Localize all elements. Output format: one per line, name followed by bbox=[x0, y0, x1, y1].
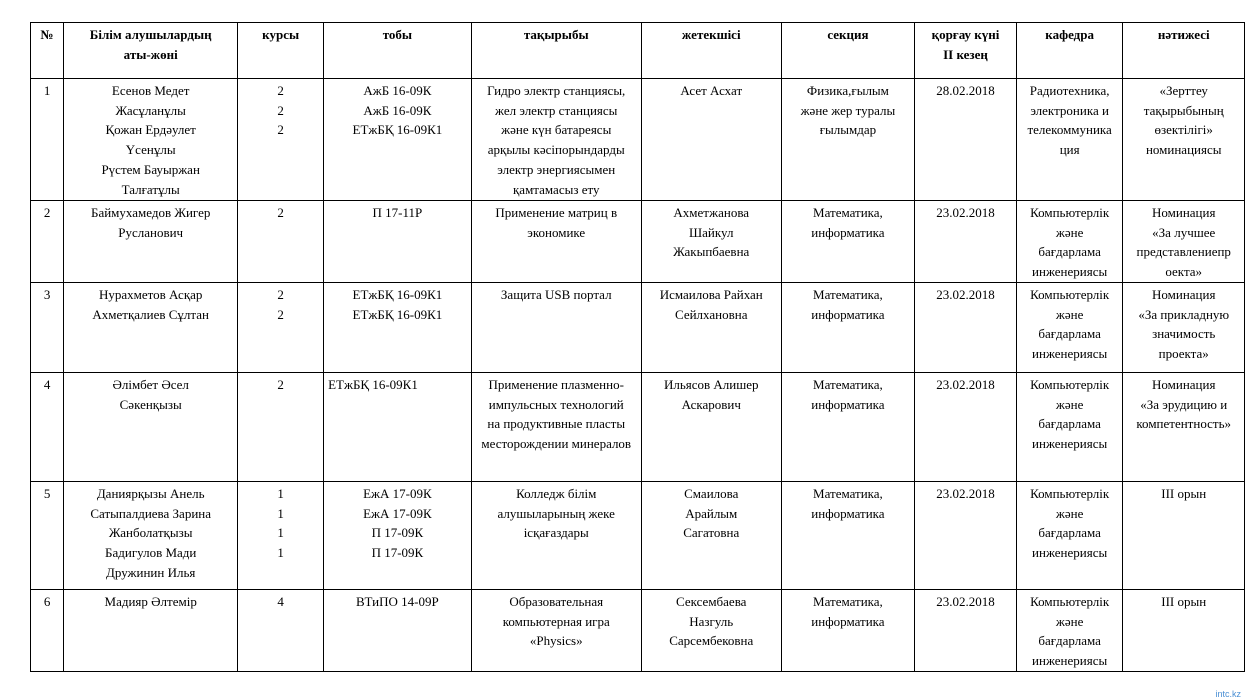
cell-department-line: инженериясы bbox=[1032, 264, 1108, 280]
cell-department bbox=[1016, 372, 1123, 481]
cell-defense-date bbox=[915, 481, 1017, 589]
cell-student-names-line: Даниярқызы Анель bbox=[96, 485, 205, 501]
cell-defense-date-value: 23.02.2018 bbox=[936, 286, 995, 302]
cell-result bbox=[1123, 481, 1245, 589]
cell-topic-line: Применение плазменно- bbox=[488, 376, 624, 392]
cell-student-names-line: Әлімбет Әсел bbox=[112, 376, 189, 392]
cell-student-names-line: Дружинин Илья bbox=[106, 564, 196, 580]
cell-course-line: 4 bbox=[277, 593, 284, 609]
cell-result-line: «Зерттеу bbox=[1159, 83, 1208, 98]
cell-result bbox=[1123, 79, 1245, 201]
cell-course-line: 1 bbox=[277, 505, 284, 521]
cell-course bbox=[238, 589, 324, 671]
cell-group-line: АжБ 16-09К bbox=[363, 102, 432, 118]
cell-department-line: және bbox=[1055, 613, 1084, 629]
cell-course-line: 2 bbox=[277, 102, 284, 118]
watermark: intc.kz bbox=[1215, 689, 1241, 699]
cell-result-line: проекта» bbox=[1158, 345, 1209, 361]
cell-group-line: ЕТжБҚ 16-09К1 bbox=[352, 286, 443, 302]
cell-course bbox=[238, 282, 324, 372]
header-num: № bbox=[31, 23, 64, 79]
cell-group bbox=[324, 79, 472, 201]
cell-result-line: «За лучшее bbox=[1152, 224, 1216, 240]
cell-result-line: значимость bbox=[1152, 326, 1216, 342]
cell-topic-line: на продуктивные пласты bbox=[487, 416, 626, 432]
cell-supervisor-line: Ильясов Алишер bbox=[663, 376, 759, 392]
cell-supervisor bbox=[641, 201, 781, 283]
cell-department-line: бағдарлама bbox=[1038, 326, 1101, 342]
cell-supervisor-line: Сарсембековна bbox=[669, 633, 754, 649]
header-result: нәтижесі bbox=[1123, 23, 1245, 79]
cell-num-value: 3 bbox=[43, 286, 51, 302]
cell-topic-line: жел электр станциясы bbox=[495, 102, 618, 118]
cell-course-line: 2 bbox=[277, 83, 284, 98]
cell-topic-line: Применение матриц в bbox=[495, 205, 618, 220]
cell-supervisor bbox=[641, 372, 781, 481]
cell-student-names-line: Есенов Медет bbox=[111, 83, 190, 98]
cell-department-line: бағдарлама bbox=[1038, 633, 1101, 649]
cell-result-line: номинациясы bbox=[1145, 142, 1222, 158]
cell-student-names-line: Нурахметов Асқар bbox=[98, 286, 203, 302]
cell-topic-line: компьютерная игра bbox=[502, 613, 610, 629]
cell-supervisor-line: Сейлхановна bbox=[675, 306, 748, 322]
cell-topic-line: қамтамасыз ету bbox=[512, 181, 600, 197]
cell-num bbox=[31, 79, 64, 201]
cell-section-line: информатика bbox=[811, 306, 885, 322]
cell-supervisor-line: Асет Асхат bbox=[680, 83, 743, 98]
cell-course bbox=[238, 481, 324, 589]
cell-result-line: Номинация bbox=[1152, 205, 1216, 220]
cell-department-line: және bbox=[1055, 224, 1084, 240]
cell-group bbox=[324, 372, 472, 481]
cell-student-names-line: Сәкенқызы bbox=[119, 396, 182, 412]
cell-course-line: 2 bbox=[277, 306, 284, 322]
cell-course-line: 2 bbox=[277, 122, 284, 138]
header-group: тобы bbox=[324, 23, 472, 79]
cell-defense-date-value: 23.02.2018 bbox=[936, 593, 995, 609]
cell-result-line: компетентность» bbox=[1136, 416, 1232, 432]
cell-student-names-line: Бадигулов Мади bbox=[105, 544, 197, 560]
cell-group-line: АжБ 16-09К bbox=[363, 83, 432, 98]
cell-student-names bbox=[64, 372, 238, 481]
cell-department-line: Компьютерлік bbox=[1030, 376, 1110, 392]
cell-section-line: Математика, bbox=[813, 485, 883, 501]
cell-department-line: инженериясы bbox=[1032, 435, 1108, 451]
cell-supervisor-line: Ахметжанова bbox=[673, 205, 750, 220]
cell-student-names-line: Талғатұлы bbox=[121, 181, 180, 197]
cell-department-line: және bbox=[1055, 396, 1084, 412]
cell-section bbox=[781, 282, 914, 372]
cell-department bbox=[1016, 282, 1123, 372]
cell-group bbox=[324, 201, 472, 283]
cell-supervisor-line: Сагатовна bbox=[683, 525, 740, 541]
cell-supervisor-line: Шайкул bbox=[689, 224, 734, 240]
cell-department bbox=[1016, 79, 1123, 201]
cell-course-line: 1 bbox=[277, 525, 284, 541]
cell-topic-line: Образовательная bbox=[509, 593, 604, 609]
table-row bbox=[31, 282, 1245, 372]
cell-student-names bbox=[64, 282, 238, 372]
cell-department-line: бағдарлама bbox=[1038, 244, 1101, 260]
cell-department-line: Компьютерлік bbox=[1030, 205, 1110, 220]
cell-course-line: 2 bbox=[277, 286, 284, 302]
cell-department-line: инженериясы bbox=[1032, 544, 1108, 560]
cell-defense-date bbox=[915, 282, 1017, 372]
cell-group-line: ЕТжБҚ 16-09К1 bbox=[352, 122, 443, 138]
cell-num-value: 5 bbox=[43, 485, 51, 501]
table-row bbox=[31, 79, 1245, 201]
cell-supervisor-line: Арайлым bbox=[685, 505, 738, 521]
cell-department bbox=[1016, 201, 1123, 283]
cell-department-line: инженериясы bbox=[1032, 345, 1108, 361]
cell-student-names-line: Русланович bbox=[118, 224, 184, 240]
cell-group-line: ЕжА 17-09К bbox=[363, 505, 432, 521]
cell-topic-line: арқылы кәсіпорындарды bbox=[487, 142, 625, 158]
cell-num bbox=[31, 481, 64, 589]
cell-num-value: 4 bbox=[43, 376, 51, 392]
cell-section-line: және жер туралы bbox=[800, 102, 896, 118]
cell-department-line: инженериясы bbox=[1032, 652, 1108, 668]
cell-defense-date-value: 28.02.2018 bbox=[936, 83, 995, 98]
cell-course-line: 2 bbox=[277, 376, 284, 392]
cell-course-line: 1 bbox=[277, 544, 284, 560]
cell-department bbox=[1016, 589, 1123, 671]
table-row bbox=[31, 589, 1245, 671]
cell-department-line: Компьютерлік bbox=[1030, 485, 1110, 501]
cell-supervisor bbox=[641, 79, 781, 201]
cell-topic-line: экономике bbox=[527, 224, 586, 240]
cell-num bbox=[31, 589, 64, 671]
header-department: кафедра bbox=[1016, 23, 1123, 79]
cell-department-line: және bbox=[1055, 505, 1084, 521]
cell-section-line: информатика bbox=[811, 505, 885, 521]
cell-student-names-line: Мадияр Әлтемір bbox=[104, 593, 197, 609]
header-defense-date: қорғау күні ІІ кезең bbox=[915, 23, 1017, 79]
cell-group bbox=[324, 282, 472, 372]
cell-topic bbox=[471, 201, 641, 283]
cell-num-value: 2 bbox=[43, 205, 51, 220]
cell-department-line: электроника и bbox=[1030, 102, 1109, 118]
cell-section-line: ғылымдар bbox=[819, 122, 877, 138]
cell-department-line: Радиотехника, bbox=[1029, 83, 1110, 98]
cell-student-names bbox=[64, 79, 238, 201]
cell-result-line: представлениепр bbox=[1136, 244, 1231, 260]
cell-course-line: 2 bbox=[277, 205, 284, 220]
cell-result bbox=[1123, 372, 1245, 481]
cell-group bbox=[324, 481, 472, 589]
cell-group-line: ЕТжБҚ 16-09К1 bbox=[352, 306, 443, 322]
cell-result-line: «За эрудицию и bbox=[1140, 396, 1228, 412]
cell-num bbox=[31, 201, 64, 283]
cell-topic-line: ісқағаздары bbox=[523, 525, 589, 541]
cell-supervisor-line: Исмаилова Райхан bbox=[659, 286, 763, 302]
cell-defense-date bbox=[915, 372, 1017, 481]
cell-result-line: өзектілігі» bbox=[1154, 122, 1213, 138]
cell-topic-line: «Physics» bbox=[529, 633, 583, 649]
cell-department bbox=[1016, 481, 1123, 589]
cell-group bbox=[324, 589, 472, 671]
cell-supervisor bbox=[641, 481, 781, 589]
cell-student-names-line: Үсенұлы bbox=[125, 142, 176, 158]
cell-result-line: ІІІ орын bbox=[1161, 485, 1207, 501]
cell-student-names-line: Қожан Ердәулет bbox=[105, 122, 196, 138]
cell-topic-line: электр энергиясымен bbox=[497, 161, 616, 177]
cell-result-line: «За прикладную bbox=[1138, 306, 1230, 322]
header-topic: тақырыбы bbox=[471, 23, 641, 79]
cell-department-line: Компьютерлік bbox=[1030, 593, 1110, 609]
cell-supervisor-line: Сексембаева bbox=[676, 593, 747, 609]
cell-course-line: 1 bbox=[277, 485, 284, 501]
cell-topic-line: Колледж білім bbox=[516, 485, 597, 501]
cell-student-names-line: Жанболатқызы bbox=[108, 525, 193, 541]
header-student-name: Білім алушылардың аты-жөні bbox=[64, 23, 238, 79]
cell-department-line: бағдарлама bbox=[1038, 525, 1101, 541]
cell-result-line: Номинация bbox=[1152, 286, 1216, 302]
cell-student-names bbox=[64, 201, 238, 283]
cell-supervisor bbox=[641, 589, 781, 671]
cell-supervisor-line: Смаилова bbox=[684, 485, 739, 501]
cell-section-line: Математика, bbox=[813, 593, 883, 609]
cell-section-line: информатика bbox=[811, 613, 885, 629]
cell-num-value: 6 bbox=[43, 593, 51, 609]
cell-section-line: информатика bbox=[811, 224, 885, 240]
cell-topic bbox=[471, 372, 641, 481]
cell-group-line: ЕТжБҚ 16-09К1 bbox=[328, 376, 418, 392]
cell-topic-line: Защита USB портал bbox=[500, 286, 612, 302]
table-row bbox=[31, 481, 1245, 589]
cell-result-line: тақырыбының bbox=[1143, 102, 1224, 118]
cell-student-names-line: Сатыпалдиева Зарина bbox=[90, 505, 212, 521]
cell-result bbox=[1123, 282, 1245, 372]
cell-section-line: Математика, bbox=[813, 376, 883, 392]
cell-section-line: Физика,ғылым bbox=[806, 83, 889, 98]
cell-result-line: Номинация bbox=[1152, 376, 1216, 392]
cell-topic-line: импульсных технологий bbox=[488, 396, 624, 412]
cell-section-line: Математика, bbox=[813, 286, 883, 302]
cell-defense-date-value: 23.02.2018 bbox=[936, 485, 995, 501]
header-course: курсы bbox=[238, 23, 324, 79]
cell-section bbox=[781, 589, 914, 671]
cell-department-line: телекоммуника bbox=[1027, 122, 1112, 138]
cell-student-names-line: Рүстем Бауыржан bbox=[101, 161, 200, 177]
cell-defense-date bbox=[915, 201, 1017, 283]
cell-topic bbox=[471, 282, 641, 372]
cell-section-line: информатика bbox=[811, 396, 885, 412]
cell-result bbox=[1123, 589, 1245, 671]
cell-topic-line: және күн батареясы bbox=[501, 122, 612, 138]
cell-topic bbox=[471, 589, 641, 671]
cell-supervisor bbox=[641, 282, 781, 372]
cell-section bbox=[781, 79, 914, 201]
cell-num bbox=[31, 282, 64, 372]
cell-defense-date bbox=[915, 79, 1017, 201]
cell-department-line: және bbox=[1055, 306, 1084, 322]
header-supervisor: жетекшісі bbox=[641, 23, 781, 79]
cell-department-line: Компьютерлік bbox=[1030, 286, 1110, 302]
cell-student-names-line: Баймухамедов Жигер bbox=[90, 205, 211, 220]
cell-student-names-line: Ахметқалиев Сұлтан bbox=[92, 306, 209, 322]
cell-topic-line: Гидро электр станциясы, bbox=[487, 83, 626, 98]
results-table bbox=[30, 22, 1245, 672]
cell-topic bbox=[471, 481, 641, 589]
cell-supervisor-line: Аскарович bbox=[681, 396, 741, 412]
cell-course bbox=[238, 201, 324, 283]
cell-section-line: Математика, bbox=[813, 205, 883, 220]
cell-result-line: оекта» bbox=[1165, 264, 1203, 280]
cell-defense-date bbox=[915, 589, 1017, 671]
header-row bbox=[31, 23, 1245, 79]
cell-num bbox=[31, 372, 64, 481]
cell-group-line: ЕжА 17-09К bbox=[363, 485, 432, 501]
cell-topic-line: алушыларының жеке bbox=[497, 505, 615, 521]
cell-student-names bbox=[64, 589, 238, 671]
cell-section bbox=[781, 372, 914, 481]
cell-topic bbox=[471, 79, 641, 201]
cell-department-line: бағдарлама bbox=[1038, 416, 1101, 432]
cell-defense-date-value: 23.02.2018 bbox=[936, 376, 995, 392]
table-row bbox=[31, 201, 1245, 283]
cell-supervisor-line: Жакыпбаевна bbox=[673, 244, 750, 260]
table-row bbox=[31, 372, 1245, 481]
cell-department-line: ция bbox=[1059, 142, 1080, 158]
cell-group-line: П 17-09К bbox=[371, 525, 424, 541]
cell-section bbox=[781, 481, 914, 589]
cell-section bbox=[781, 201, 914, 283]
cell-group-line: ВТиПО 14-09Р bbox=[356, 593, 439, 609]
cell-student-names-line: Жасұланұлы bbox=[115, 102, 186, 118]
header-section: секция bbox=[781, 23, 914, 79]
cell-topic-line: месторождении минералов bbox=[481, 435, 632, 451]
cell-num-value: 1 bbox=[43, 83, 51, 98]
cell-group-line: П 17-09К bbox=[371, 544, 424, 560]
cell-defense-date-value: 23.02.2018 bbox=[936, 205, 995, 220]
cell-student-names bbox=[64, 481, 238, 589]
cell-supervisor-line: Назгуль bbox=[689, 613, 734, 629]
cell-result bbox=[1123, 201, 1245, 283]
cell-result-line: ІІІ орын bbox=[1161, 593, 1207, 609]
cell-course bbox=[238, 372, 324, 481]
cell-course bbox=[238, 79, 324, 201]
cell-group-line: П 17-11Р bbox=[372, 205, 423, 220]
